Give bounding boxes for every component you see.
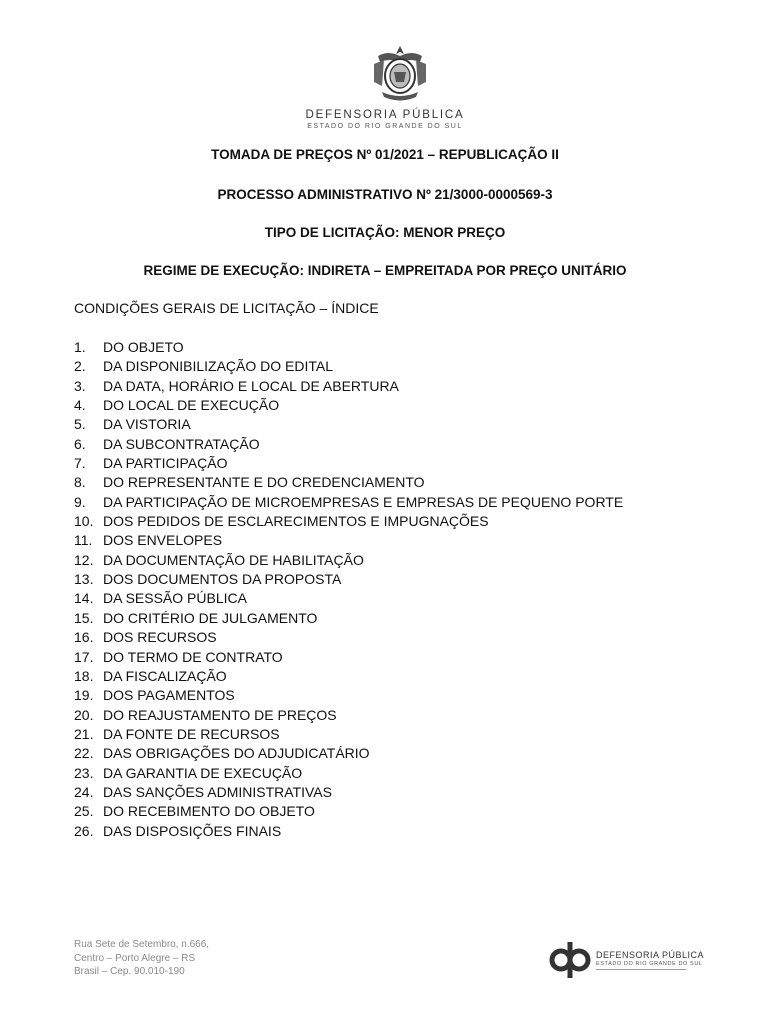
toc-item-label: DO RECEBIMENTO DO OBJETO bbox=[103, 803, 315, 820]
toc-item-number: 22. bbox=[74, 745, 94, 762]
toc-item-label: DO REAJUSTAMENTO DE PREÇOS bbox=[103, 706, 337, 723]
toc-item-number: 12. bbox=[74, 551, 94, 568]
toc-item bbox=[74, 764, 623, 783]
toc-item-number: 3. bbox=[74, 377, 86, 394]
toc-item-label: DO TERMO DE CONTRATO bbox=[103, 648, 283, 665]
toc-item-number: 19. bbox=[74, 687, 94, 704]
toc-item bbox=[74, 706, 623, 725]
bid-type: TIPO DE LICITAÇÃO: MENOR PREÇO bbox=[264, 225, 506, 240]
toc-item bbox=[74, 783, 623, 802]
toc-item bbox=[74, 744, 623, 763]
toc-item bbox=[74, 415, 623, 434]
toc-item bbox=[74, 686, 623, 705]
toc-item-number: 18. bbox=[74, 667, 94, 684]
toc-item-label: DO REPRESENTANTE E DO CREDENCIAMENTO bbox=[103, 474, 425, 491]
toc-item-label: DA DATA, HORÁRIO E LOCAL DE ABERTURA bbox=[103, 377, 399, 394]
toc-item-number: 15. bbox=[74, 609, 94, 626]
toc-item-label: DA SESSÃO PÚBLICA bbox=[103, 590, 247, 607]
footer-org-subtitle: ESTADO DO RIO GRANDE DO SUL bbox=[596, 961, 703, 967]
toc-item-number: 11. bbox=[74, 532, 93, 549]
toc-item bbox=[74, 628, 623, 647]
toc-item-label: DA PARTICIPAÇÃO DE MICROEMPRESAS E EMPRESAS DE PEQUENO PORTE bbox=[103, 493, 624, 510]
toc-item-label: DO OBJETO bbox=[103, 339, 184, 355]
toc-item-number: 9. bbox=[74, 493, 86, 510]
toc-item-label: DA DOCUMENTAÇÃO DE HABILITAÇÃO bbox=[103, 551, 364, 568]
toc-item bbox=[74, 396, 623, 415]
toc-item-number: 23. bbox=[74, 764, 94, 781]
toc-item-label: DAS DISPOSIÇÕES FINAIS bbox=[103, 822, 282, 839]
toc-item bbox=[74, 725, 623, 744]
toc-item bbox=[74, 454, 623, 473]
table-of-contents bbox=[74, 338, 623, 841]
toc-item-number: 25. bbox=[74, 803, 94, 820]
toc-item bbox=[74, 648, 623, 667]
document-title: TOMADA DE PREÇOS Nº 01/2021 – REPUBLICAÇÃO II bbox=[211, 147, 559, 162]
toc-item-label: DO LOCAL DE EXECUÇÃO bbox=[103, 397, 280, 414]
toc-item bbox=[74, 512, 623, 531]
toc-item-label: DOS DOCUMENTOS DA PROPOSTA bbox=[103, 571, 342, 588]
toc-item-number: 20. bbox=[74, 706, 94, 723]
toc-item-number: 13. bbox=[74, 571, 94, 588]
toc-item bbox=[74, 822, 623, 841]
footer-address bbox=[74, 938, 209, 979]
index-title: CONDIÇÕES GERAIS DE LICITAÇÃO – ÍNDICE bbox=[74, 300, 379, 316]
toc-item-label: DA SUBCONTRATAÇÃO bbox=[103, 435, 260, 452]
toc-item bbox=[74, 570, 623, 589]
toc-item bbox=[74, 667, 623, 686]
toc-item-label: DA FONTE DE RECURSOS bbox=[103, 725, 280, 742]
toc-item bbox=[74, 802, 623, 821]
toc-item-number: 17. bbox=[74, 648, 94, 665]
address-line: Brasil – Cep. 90.010-190 bbox=[74, 966, 185, 977]
toc-item-label: DA PARTICIPAÇÃO bbox=[103, 455, 228, 472]
toc-item-number: 14. bbox=[74, 590, 94, 607]
footer-divider bbox=[596, 969, 686, 970]
toc-item-number: 6. bbox=[74, 435, 86, 452]
dp-monogram-icon bbox=[548, 940, 592, 980]
toc-item bbox=[74, 589, 623, 608]
toc-item-label: DOS ENVELOPES bbox=[103, 532, 223, 549]
toc-item-label: DA FISCALIZAÇÃO bbox=[103, 667, 227, 684]
toc-item-label: DAS OBRIGAÇÕES DO ADJUDICATÁRIO bbox=[103, 745, 370, 762]
toc-item bbox=[74, 338, 623, 357]
toc-item bbox=[74, 551, 623, 570]
org-name: DEFENSORIA PÚBLICA bbox=[305, 109, 465, 121]
toc-item-number: 26. bbox=[74, 822, 94, 839]
toc-item bbox=[74, 493, 623, 512]
toc-item-label: DO CRITÉRIO DE JULGAMENTO bbox=[103, 609, 318, 626]
toc-item-number: 2. bbox=[74, 358, 86, 375]
toc-item-label: DA GARANTIA DE EXECUÇÃO bbox=[103, 764, 303, 781]
toc-item-number: 16. bbox=[74, 629, 94, 646]
toc-item bbox=[74, 377, 623, 396]
toc-item-label: DAS SANÇÕES ADMINISTRATIVAS bbox=[103, 783, 332, 800]
org-subtitle: ESTADO DO RIO GRANDE DO SUL bbox=[307, 123, 463, 130]
process-number: PROCESSO ADMINISTRATIVO Nº 21/3000-0000569-3 bbox=[217, 187, 553, 202]
footer-org-name: DEFENSORIA PÚBLICA bbox=[596, 950, 705, 960]
toc-item bbox=[74, 357, 623, 376]
toc-item-number: 5. bbox=[74, 416, 86, 433]
toc-item bbox=[74, 531, 623, 550]
toc-item-number: 8. bbox=[74, 474, 86, 491]
toc-item-number: 1. bbox=[74, 339, 86, 355]
toc-item-number: 10. bbox=[74, 513, 94, 530]
toc-item-label: DOS PEDIDOS DE ESCLARECIMENTOS E IMPUGNAÇÕES bbox=[103, 513, 489, 530]
execution-regime: REGIME DE EXECUÇÃO: INDIRETA – EMPREITADA POR PREÇO UNITÁRIO bbox=[143, 263, 627, 278]
toc-item-label: DOS RECURSOS bbox=[103, 629, 217, 646]
toc-item-number: 24. bbox=[74, 783, 94, 800]
toc-item-label: DOS PAGAMENTOS bbox=[103, 687, 235, 704]
toc-item-number: 4. bbox=[74, 397, 86, 414]
coat-of-arms-icon bbox=[368, 42, 432, 106]
toc-item-number: 7. bbox=[74, 455, 86, 472]
toc-item-number: 21. bbox=[74, 725, 94, 742]
toc-item-label: DA DISPONIBILIZAÇÃO DO EDITAL bbox=[103, 358, 334, 375]
address-line: Rua Sete de Setembro, n.666, bbox=[74, 939, 210, 950]
toc-item bbox=[74, 609, 623, 628]
toc-item-label: DA VISTORIA bbox=[103, 416, 191, 433]
address-line: Centro – Porto Alegre – RS bbox=[74, 952, 196, 964]
toc-item bbox=[74, 473, 623, 492]
toc-item bbox=[74, 435, 623, 454]
